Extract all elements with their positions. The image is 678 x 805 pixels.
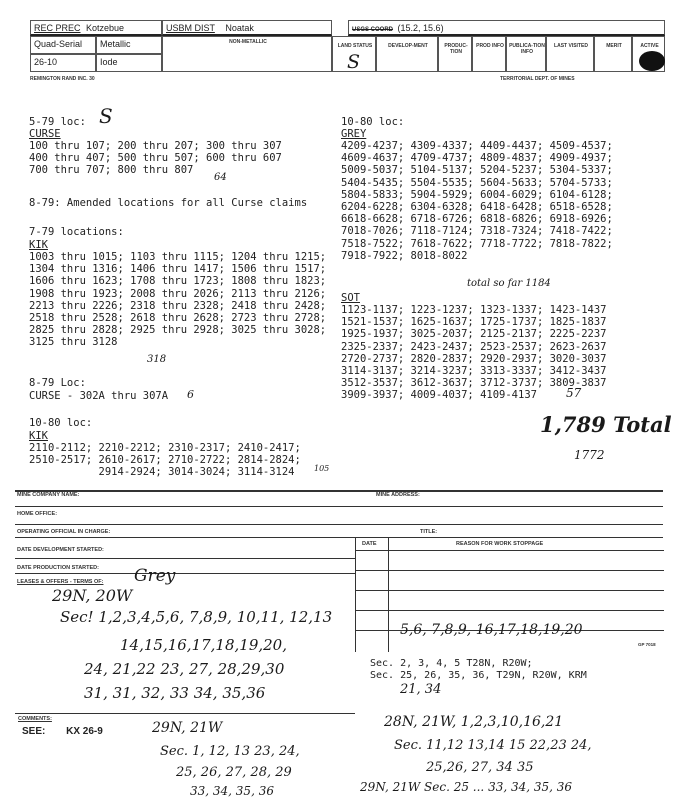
rec-prec-value: Kotzebue xyxy=(86,23,125,33)
grey-line-4: 5404-5435; 5504-5535; 5604-5633; 5704-5733; xyxy=(341,176,613,189)
sot-line-1: 1123-1137; 1223-1237; 1323-1337; 1423-1437 xyxy=(341,304,607,316)
hand-left-3: 14,15,16,17,18,19,20, xyxy=(120,636,287,654)
loc-879-heading: 8-79 Loc: xyxy=(29,377,86,389)
sot-heading: SOT xyxy=(341,292,360,304)
usbm-dist-value: Noatak xyxy=(225,23,254,33)
sot-line-2: 1521-1537; 1625-1637; 1725-1737; 1825-1837 xyxy=(341,316,607,329)
usgs-coord-value: (15.2, 15.6) xyxy=(397,23,444,33)
hand-comment-2: Sec. 1, 12, 13 23, 24, xyxy=(160,744,300,759)
grey-line-5: 5804-5833; 5904-5929; 6004-6029; 6104-6128; xyxy=(341,188,613,201)
total-so-far-note: total so far 1184 xyxy=(467,278,551,289)
stoppage-row-2 xyxy=(356,590,664,591)
hand-comment-1: 29N, 21W xyxy=(152,720,223,736)
amended-note: 8-79: Amended locations for all Curse claims xyxy=(29,197,308,209)
rec-prec-cell xyxy=(30,20,162,36)
stoppage-row-1 xyxy=(356,570,664,571)
grand-total-2: 1772 xyxy=(574,448,605,462)
curse-heading: CURSE xyxy=(29,128,61,140)
stoppage-row-3 xyxy=(356,610,664,611)
operating-official-label: OPERATING OFFICIAL IN CHARGE: xyxy=(17,529,111,535)
publication-label: PUBLICA-TION INFO xyxy=(509,43,545,55)
hand-left-1: 29N, 20W xyxy=(52,586,133,605)
leases-label: LEASES & OFFERS - TERMS OF: xyxy=(17,579,104,585)
loc-1080-heading-left: 10-80 loc: xyxy=(29,417,93,429)
date-prod-label: DATE PRODUCTION STARTED: xyxy=(17,565,99,571)
usgs-coord-label: USGS COORD xyxy=(352,27,394,33)
grey-line-2: 4609-4637; 4709-4737; 4809-4837; 4909-4937; xyxy=(341,152,613,165)
kik-line-8: 3125 thru 3128 xyxy=(29,336,118,349)
loc-1080-heading-right: 10-80 loc: xyxy=(341,116,405,128)
header-grid xyxy=(30,20,665,82)
prod-info-label: PROD INFO xyxy=(476,43,504,49)
rule-date-prod xyxy=(15,558,355,559)
comments-label: COMMENTS: xyxy=(18,716,52,722)
quad-serial-cell xyxy=(30,36,96,54)
land-status-cell xyxy=(332,36,376,72)
rule-leases xyxy=(15,573,355,574)
hand-left-2: Sec! 1,2,3,4,5,6, 7,8,9, 10,11, 12,13 xyxy=(60,608,333,626)
mine-company-label: MINE COMPANY NAME: xyxy=(17,492,80,498)
curse-count: 64 xyxy=(214,172,227,183)
hand-comment-3: 25, 26, 27, 28, 29 xyxy=(176,765,292,780)
kik-heading: KIK xyxy=(29,239,48,251)
development-cell xyxy=(376,36,438,72)
kik2-line-3: 2914-2924; 3014-3024; 3114-3124 xyxy=(29,466,295,479)
active-ink-blot xyxy=(639,51,665,71)
hand-right-1: 5,6, 7,8,9, 16,17,18,19,20 xyxy=(400,622,583,638)
prod-info-cell xyxy=(472,36,506,72)
hand-left-4: 24, 21,22 23, 27, 28,29,30 xyxy=(84,660,285,678)
map-no-value: 26-10 xyxy=(34,57,58,67)
kik-line-1: 1003 thru 1015; 1103 thru 1115; 1204 thru 1215; xyxy=(29,251,327,263)
development-label: DEVELOP-MENT xyxy=(388,43,428,49)
grey-line-10: 7918-7922; 8018-8022 xyxy=(341,249,468,262)
kik-line-2: 1304 thru 1316; 1406 thru 1417; 1506 thru 1517; xyxy=(29,263,327,276)
sot-line-8: 3909-3937; 4009-4037; 4109-4137 xyxy=(341,389,537,402)
grey-line-3: 5009-5037; 5104-5137; 5204-5237; 5304-5337; xyxy=(341,164,613,177)
grey-line-6: 6204-6228; 6304-6328; 6418-6428; 6518-6528; xyxy=(341,201,613,214)
quad-serial-label: Quad-Serial xyxy=(34,39,83,49)
curse-302-count: 6 xyxy=(187,388,194,401)
dept-imprint: TERRITORIAL DEPT. OF MINES xyxy=(500,76,575,82)
merit-cell xyxy=(594,36,632,72)
see-reference xyxy=(22,726,103,737)
kik-line-7: 2825 thru 2828; 2925 thru 2928; 3025 thru 3028; xyxy=(29,324,327,337)
rec-prec-label: REC PREC xyxy=(34,23,81,33)
grand-total: 1,789 Total xyxy=(540,412,672,437)
usbm-dist-cell xyxy=(162,20,332,36)
kik2-line-2: 2510-2517; 2610-2617; 2710-2722; 2814-2824; xyxy=(29,454,301,467)
hand-left-5: 31, 31, 32, 33 34, 35,36 xyxy=(84,684,266,702)
hand-comment-7: 25,26, 27, 34 35 xyxy=(426,760,534,775)
commodity-cell xyxy=(96,54,162,72)
usgs-coord-cell xyxy=(348,20,665,36)
kik-line-3: 1606 thru 1623; 1708 thru 1723; 1808 thru 1823; xyxy=(29,275,327,288)
curse-line-2: 400 thru 407; 500 thru 507; 600 thru 607 xyxy=(29,152,282,165)
kik-list xyxy=(29,251,326,349)
last-visited-label: LAST VISITED xyxy=(554,43,588,49)
sot-line-6: 3114-3137; 3214-3237; 3313-3337; 3412-3437 xyxy=(341,365,607,378)
loc-579-hand: S xyxy=(99,104,113,128)
home-office-label: HOME OFFICE: xyxy=(17,511,58,517)
publication-cell xyxy=(506,36,546,72)
kik-count: 318 xyxy=(147,354,167,365)
land-status-value: S xyxy=(347,51,361,73)
merit-label: MERIT xyxy=(606,43,622,49)
title-label: TITLE: xyxy=(420,529,438,535)
loc-779-heading: 7-79 locations: xyxy=(29,226,124,238)
hand-right-2: 21, 34 xyxy=(400,682,442,697)
hand-comment-5: 28N, 21W, 1,2,3,10,16,21 xyxy=(384,714,564,730)
form-number: GP 7018 xyxy=(638,642,656,647)
stoppage-col-divider xyxy=(388,537,389,652)
kik-line-6: 2518 thru 2528; 2618 thru 2628; 2723 thru 2728; xyxy=(29,312,327,325)
land-status-label: LAND STATUS xyxy=(337,43,373,49)
grey-line-8: 7018-7026; 7118-7124; 7318-7324; 7418-7422; xyxy=(341,225,613,238)
leases-hand: Grey xyxy=(134,566,176,586)
see-label: SEE: xyxy=(22,726,46,737)
commodity-value: Iode xyxy=(100,57,118,67)
usbm-dist-label: USBM DIST xyxy=(166,23,215,33)
kik2-heading: KIK xyxy=(29,430,48,442)
typed-sec-1: Sec. 2, 3, 4, 5 T28N, R20W; xyxy=(370,658,533,669)
reason-col-label: REASON FOR WORK STOPPAGE xyxy=(456,541,544,547)
form-top-rule xyxy=(15,490,663,492)
mine-address-label: MINE ADDRESS: xyxy=(376,492,420,498)
metallic-cell xyxy=(96,36,162,54)
map-no-cell xyxy=(30,54,96,72)
non-metallic-label: NON-METALLIC xyxy=(229,39,267,45)
sot-line-4: 2325-2337; 2423-2437; 2523-2537; 2623-2637 xyxy=(341,340,607,353)
hand-comment-6: Sec. 11,12 13,14 15 22,23 24, xyxy=(394,738,592,753)
non-metallic-cell xyxy=(162,36,332,72)
grey-list xyxy=(341,140,613,262)
stoppage-header-rule xyxy=(356,550,664,551)
grey-heading: GREY xyxy=(341,128,367,140)
printer-imprint: REMINGTON RAND INC. 30 xyxy=(30,76,95,82)
sot-line-5: 2720-2737; 2820-2837; 2920-2937; 3020-3037 xyxy=(341,352,607,365)
loc-579-heading: 5-79 loc: xyxy=(29,116,86,128)
production-label: PRODUC-TION xyxy=(444,43,468,55)
curse-line-1: 100 thru 107; 200 thru 207; 300 thru 307 xyxy=(29,140,282,152)
hand-comment-4: 33, 34, 35, 36 xyxy=(190,784,274,798)
see-value: KX 26-9 xyxy=(66,726,103,737)
sot-count: 57 xyxy=(566,386,582,400)
rule-operating xyxy=(15,524,663,525)
date-dev-label: DATE DEVELOPMENT STARTED: xyxy=(17,547,104,553)
rule-home-office xyxy=(15,506,663,507)
hand-comment-8: 29N, 21W Sec. 25 ... 33, 34, 35, 36 xyxy=(360,780,573,794)
sot-line-3: 1925-1937; 3025-2037; 2125-2137; 2225-2237 xyxy=(341,328,607,341)
kik-line-4: 1908 thru 1923; 2008 thru 2026; 2113 thru 2126; xyxy=(29,287,327,300)
typed-sec-2: Sec. 25, 26, 35, 36, T29N, R20W, KRM xyxy=(370,670,587,681)
production-cell xyxy=(438,36,472,72)
curse-302: CURSE - 302A thru 307A xyxy=(29,390,169,402)
grey-line-9: 7518-7522; 7618-7622; 7718-7722; 7818-7822; xyxy=(341,237,613,250)
grey-line-1: 4209-4237; 4309-4337; 4409-4437; 4509-4537; xyxy=(341,140,613,152)
rule-comments xyxy=(15,713,355,714)
active-cell xyxy=(632,36,665,72)
metallic-value: Metallic xyxy=(100,39,131,49)
active-label: ACTIVE xyxy=(640,43,659,49)
curse-line-3: 700 thru 707; 800 thru 807 xyxy=(29,164,194,177)
sot-line-7: 3512-3537; 3612-3637; 3712-3737; 3809-3837 xyxy=(341,377,607,390)
date-col-label: DATE xyxy=(362,541,377,547)
last-visited-cell xyxy=(546,36,594,72)
curse-list xyxy=(29,140,282,177)
kik-line-5: 2213 thru 2226; 2318 thru 2328; 2418 thru 2428; xyxy=(29,299,327,312)
kik2-line-1: 2110-2112; 2210-2212; 2310-2317; 2410-2417; xyxy=(29,442,301,454)
kik2-count: 105 xyxy=(314,464,330,473)
grey-line-7: 6618-6628; 6718-6726; 6818-6826; 6918-6926; xyxy=(341,213,613,226)
kik2-list xyxy=(29,442,301,479)
